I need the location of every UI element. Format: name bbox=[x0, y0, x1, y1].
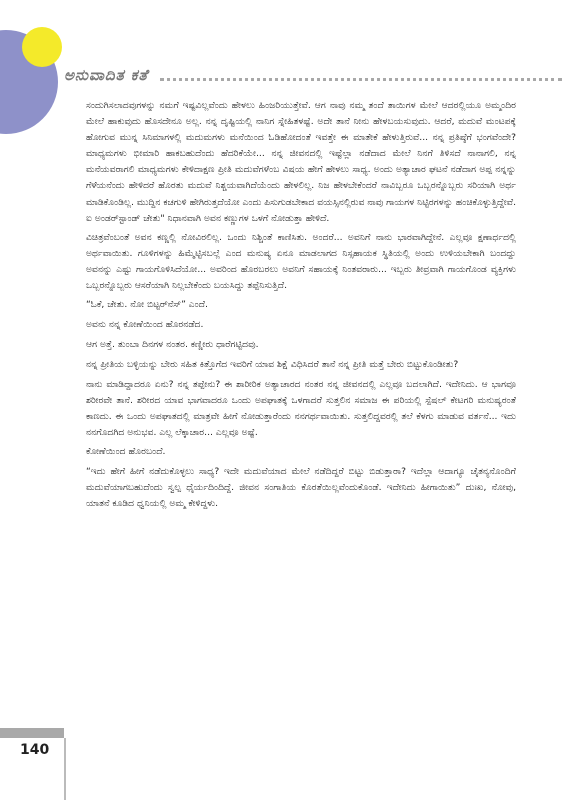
paragraph: ನನ್ನ ಪ್ರೀತಿಯ ಬಳ್ಳಿಯನ್ನು ಬೇರು ಸಹಿತ ಕಿತ್ತೊಗೆದ ಇವರಿಗೆ ಯಾವ ಶಿಕ್ಷೆ ವಿಧಿಸಿದರೆ ತಾನೆ ನನ್ನ ಪ್ರೀತಿ ಮತ್ತೆ ಬೇರು ಬಿಟ್ಟುಕೊಂಡೀತು? bbox=[86, 359, 459, 371]
section-title: ಅನುವಾದಿತ ಕತೆ bbox=[64, 66, 149, 84]
paragraph: ನಾನು ಮಾಡಿದ್ದಾದರೂ ಏನು? ನನ್ನ ತಪ್ಪೇನು? ಈ ಶಾರೀರಿಕ ಅತ್ಯಾಚಾರದ ನಂತರ ನನ್ನ ಜೀವನದಲ್ಲಿ ಎಲ್ಲವೂ ಬದಲಾಗಿದೆ. ಇದೇನಿದು. ಆ ಭಾಗವೂ ಶರೀರವೇ ತಾನೆ. ಶರೀರದ ಯಾವ ಭಾಗವಾದರೂ ಒಂದು ಅಪಘಾತಕ್ಕೆ ಒಳಗಾದರೆ ಸುತ್ತಲಿನ ಸಮಾಜ ಈ ಪರಿಯಲ್ಲಿ ಸ್ಪೆಷಲ್ ಕೇಟಗರಿ ಮನುಷ್ಯರಂತೆ ಕಾಣದು. ಈ ಒಂದು ಅಪಘಾತದಲ್ಲಿ ಮಾತ್ರವೇ ಹೀಗೆ ನೋಡುತ್ತಾರೆಂದು ನನಗರ್ಥವಾಯಿತು. ಸುತ್ತಲಿದ್ದವರಲ್ಲಿ ತಲೆ ಕೆಳಗು ಮಾಡುವ ವರ್ತನೆ... ಇದು ನನಗೊದಗಿದ ಅನುಭವ. ಎಲ್ಲ ಲೆಕ್ಕಾಚಾರ... ಎಲ್ಲವೂ ಅಷ್ಟೆ. bbox=[86, 378, 516, 438]
paragraph: ಸಂದುಗಿಸಲಾದವುಗಳನ್ನು ನಮಗೆ ಇಷ್ಟವಿಲ್ಲವೆಂದು ಹೇಳಲು ಹಿಂಜರಿಯುತ್ತೇವೆ. ಆಗ ನಾವು ನಮ್ಮ ತಂದೆ ತಾಯಿಗಳ ಮೇಲೆ ಆದರಲ್ಲಿಯೂ ಅಮ್ಮಂದಿರ ಮೇಲೆ ಹಾಕುವುದು ಹೊಸದೇನೂ ಅಲ್ಲ. ನನ್ನ ದೃಷ್ಟಿಯಲ್ಲಿ ನಾನಿಗ ಸ್ನೇಹಿತಳಷ್ಟೆ. ಅದೇ ತಾನೆ ನೀನು ಹೇಳಬಯಸುವುದು. ಆದರೆ, ಮದುವೆ ಮಂಟಪಕ್ಕೆ ಹೋಗುವ ಮುನ್ನ ಸಿನಿಮಾಗಳಲ್ಲಿ ಮದುಮಗಳು ಮನೆಯಿಂದ ಓಡಿಹೋದಂತೆ ಇವತ್ತೇ ಈ ಮಾತೇಕೆ ಹೇಳುತ್ತಿರುವೆ... ನನ್ನ ಪ್ರತಿಷ್ಠೆಗೆ ಭಂಗವೆಂದೇ? ಮಾಧ್ಯಮಗಳು ಭೀಮಾರಿ ಹಾಕಬಹುದೆಂದು ಹೆದರಿಕೆಯೇ... ನನ್ನ ಜೀವನದಲ್ಲಿ ಇಷ್ಟೆಲ್ಲಾ ನಡೆದಾದ ಮೇಲೆ ನಿನಗೆ ತಿಳಿಸದೆ ನಾನಾಗಲಿ, ನನ್ನ ಮನೆಯವರಾಗಲಿ ಮಾಧ್ಯಮಗಳು ಕೇಳಿದಾಕ್ಷಣ ಪ್ರೀತಿ ಮದುವೆಗಳೆಂಬ ವಿಷಯ ಹೇಗೆ ಹೇಳಲು ಸಾಧ್ಯ. ಅಂದು ಅತ್ಯಾಚಾರ ಘಟನೆ ನಡೆದಾಗ ಅಪ್ಪ ನನ್ನನ್ನು ಗೆಳೆಯನೆಂದು ಹೇಳಿದರೆ ಹೊರತು ಮದುವೆ ನಿಶ್ಚಯವಾಗಿದೆಯೆಂದು ಹೇಳಲಿಲ್ಲ. ನಿಜ ಹೇಳಬೇಕೆಂದರೆ ನಾವಿಬ್ಬರೂ ಒಬ್ಬರನ್ನೊಬ್ಬರು ಸರಿಯಾಗಿ ಅರ್ಥ ಮಾಡಿಕೊಂಡಿಲ್ಲ. ಮುದ್ದಿನ ಕಚಗುಳಿ ಹೇಗಿರುತ್ತದೆಯೋ ಎಂದು ಪಿಸುಗುಡಬೇಕಾದ ವಯಸ್ಸಿನಲ್ಲಿರುವ ನಾವು ಗಾಯಗಳ ನಿಟ್ಟಿರಗಳನ್ನು ಹಂಚಿಕೊಳ್ಳುತ್ತಿದ್ದೇವೆ. ಐ ಅಂಡರ್‌ಸ್ಟಾಂಡ್ ಚೇತು" ನಿಧಾನವಾಗಿ ಅವನ ಕಣ್ಣುಗಳ ಒಳಗೆ ನೋಡುತ್ತಾ ಹೇಳಿದೆ. bbox=[86, 100, 516, 224]
header-dotted-rule bbox=[160, 78, 562, 81]
paragraph: ವಿಚಿತ್ರವೆಂಬಂತೆ ಅವನ ಕಣ್ಣಲ್ಲಿ ನೋವಿರಲಿಲ್ಲ. ಒಂದು ನಿಶ್ಚಿಂತೆ ಕಾಣಿಸಿತು. ಅಂದರೆ... ಅವನಿಗೆ ನಾನು ಭಾರವಾಗಿದ್ದೇನೆ. ಎಲ್ಲವೂ ಕ್ಷಣಾರ್ಧದಲ್ಲಿ ಅರ್ಥವಾಯಿತು. ಗೂಳಿಗಳನ್ನು ಹಿಮ್ಮೆಟ್ಟಿಸಬಲ್ಲೆ ಎಂದ ಮನುಷ್ಯ ಏನೂ ಮಾಡಲಾಗದ ನಿಸ್ಸಹಾಯಕ ಸ್ಥಿತಿಯಲ್ಲಿ ಅಂದು ಉಳಿಯಬೇಕಾಗಿ ಬಂದದ್ದು ಅವನನ್ನು ಎಷ್ಟು ಗಾಯಗೊಳಿಸಿದೆಯೋ... ಅವರಿಂದ ಹೊರಬರಲು ಅವನಿಗೆ ಸಹಾಯಕ್ಕೆ ನಿಂತವರಾರು... ಇಬ್ಬರು ತೀವ್ರವಾಗಿ ಗಾಯಗೊಂಡ ವ್ಯಕ್ತಿಗಳು ಒಬ್ಬರನ್ನೊಬ್ಬರು ಆಸರೆಯಾಗಿ ನಿಲ್ಲಬೇಕೆಂದು ಬಯಸಿದ್ದು ತಪ್ಪೆನಿಸುತ್ತಿದೆ. bbox=[86, 231, 516, 292]
story-body bbox=[86, 98, 516, 738]
paragraph: “ಇದು ಹೇಗೆ ಹೀಗೆ ನಡೆದುಕೊಳ್ಳಲು ಸಾಧ್ಯ? ಇದೇ ಮದುವೆಯಾದ ಮೇಲೆ ನಡೆದಿದ್ದರೆ ಬಿಟ್ಟು ಬಿಡುತ್ತಾರಾ? ಇದೆಲ್ಲಾ ಆದಾಗ್ಯೂ ಚೈತನ್ಯನೊಂದಿಗೆ ಮದುವೆಯಾಗಬಹುದೆಂದು ಸ್ವಲ್ಪ ಧೈರ್ಯದಿಂದಿದ್ದೆ. ಜೀವನ ಸಂಗಾತಿಯ ಕೊರತೆಯಿಲ್ಲವೆಂದುಕೊಂಡೆ. ಇದೇನಿದು ಹೀಗಾಯಿತು” ದುಃಖ, ನೋವು, ಯಾತನೆ ಕೂಡಿದ ಧ್ವನಿಯಲ್ಲಿ ಅಮ್ಮ ಕೇಳಿದ್ದಳು. bbox=[86, 465, 516, 510]
paragraph: ಅವನು ನನ್ನ ಕೋಣೆಯಿಂದ ಹೊರನಡೆದ. bbox=[86, 319, 204, 331]
paragraph: “ಓಕೆ, ಚೇತು. ನೋ ಬಿಟ್ಟರ್‌ನೆಸ್” ಎಂದೆ. bbox=[86, 299, 208, 311]
decorative-yellow-circle bbox=[22, 27, 62, 67]
page-number: 140 bbox=[20, 742, 50, 758]
page-number-divider bbox=[64, 738, 66, 800]
paragraph: ಆಗ ಅತ್ತೆ. ತುಂಬಾ ದಿನಗಳ ನಂತರ. ಕಣ್ಣೀರು ಧಾರೆಗಟ್ಟಿದವು. bbox=[86, 339, 259, 351]
page-number-bar bbox=[0, 728, 64, 738]
paragraph: ಕೋಣೆಯಿಂದ ಹೊರಬಂದೆ. bbox=[86, 445, 166, 457]
